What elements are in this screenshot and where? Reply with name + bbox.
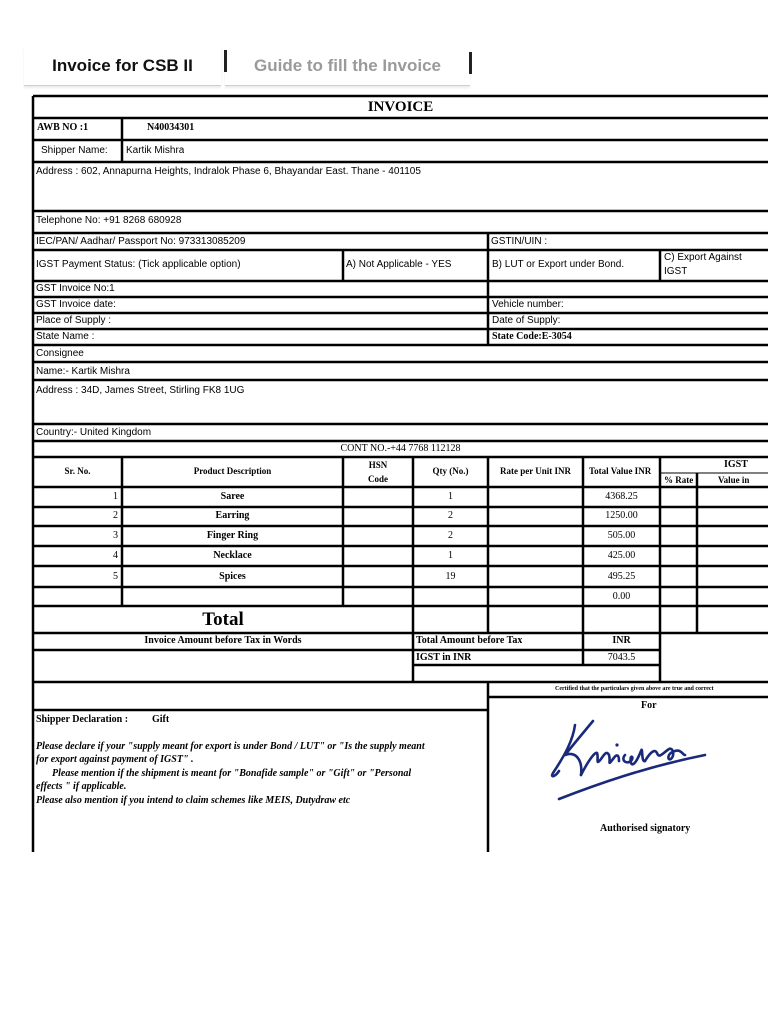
col-qty-header: Qty (No.) [432,466,469,476]
declaration-note: effects " if applicable. [36,781,127,792]
currency: INR [612,635,631,646]
col-hsn-header: HSN [368,460,388,470]
place-of-supply: Place of Supply : [36,315,112,326]
for-label: For [641,700,657,711]
consignee-address: Address : 34D, James Street, Stirling FK8 1UG [36,385,245,396]
option-a: A) Not Applicable - YES [346,259,452,270]
awb-value: N40034301 [147,122,195,133]
col-igst-header: IGST [724,459,748,470]
igst-status: IGST Payment Status: (Tick applicable option) [36,259,241,270]
col-igst-value-header: Value in [718,475,750,485]
telephone: Telephone No: +91 8268 680928 [36,215,182,226]
gst-invoice-date: GST Invoice date: [36,299,116,310]
invoice-title: INVOICE [367,99,434,115]
col-desc-header: Product Description [193,466,272,476]
row-qty: 1 [448,491,453,502]
declaration-note: Please also mention if you intend to claim schemes like MEIS, Dutydraw etc [36,795,351,806]
authorised-signatory: Authorised signatory [600,823,691,834]
option-c-line2: IGST [664,266,688,277]
row-sr: 5 [113,571,118,582]
row-qty: 2 [448,510,453,521]
row-total: 495.25 [607,571,636,582]
declaration-note: Please mention if the shipment is meant for "Bonafide sample" or "Gift" or "Personal [52,768,412,779]
vehicle-number: Vehicle number: [492,299,564,310]
option-c-line1: C) Export Against [664,252,742,263]
total-label: Total [202,609,244,630]
row-desc: Saree [220,491,245,502]
row-total: 1250.00 [605,510,638,521]
contact-number: CONT NO.-+44 7768 112128 [340,443,461,454]
shipper-declaration-value: Gift [152,714,170,725]
tab-guide[interactable]: Guide to fill the Invoice [225,47,470,86]
declaration-note: Please declare if your "supply meant for export is under Bond / LUT" or "Is the supply meant [36,741,425,752]
row-total: 425.00 [607,550,636,561]
certification-text: Certified that the particulars given above are true and correct [555,686,714,692]
declaration-note: for export against payment of IGST" . [36,754,194,765]
consignee-label: Consignee [36,348,84,359]
col-hsn-header-line2: Code [368,474,388,484]
tab-invoice[interactable]: Invoice for CSB II [24,47,221,86]
row-qty: 19 [445,571,456,582]
row-desc: Spices [219,571,246,582]
gstin: GSTIN/UIN : [491,236,548,247]
shipper-label: Shipper Name: [41,145,108,156]
consignee-name: Name:- Kartik Mishra [36,366,130,377]
row-sr: 2 [113,510,118,521]
row-desc: Finger Ring [206,530,259,541]
col-igst-rate-header: % Rate [664,475,694,485]
signature-image [545,715,715,805]
row-total: 4368.25 [605,491,638,502]
state-code: State Code:E-3054 [492,331,572,342]
before-tax-label: Total Amount before Tax [416,635,523,646]
row-qty: 2 [448,530,453,541]
amount-words-label: Invoice Amount before Tax in Words [144,635,302,646]
row-qty: 1 [448,550,453,561]
iec-number: IEC/PAN/ Aadhar/ Passport No: 973313085209 [36,236,246,247]
col-sr-header: Sr. No. [64,466,91,476]
row-sr: 1 [113,491,118,502]
igst-value: 7043.5 [607,652,636,663]
shipper-address: Address : 602, Annapurna Heights, Indralok Phase 6, Bhayandar East. Thane - 401105 [36,166,421,177]
option-b: B) LUT or Export under Bond. [492,259,625,270]
gst-invoice-no: GST Invoice No:1 [36,283,115,294]
consignee-country: Country:- United Kingdom [36,427,152,438]
awb-label: AWB NO :1 [37,122,89,133]
igst-label: IGST in INR [416,652,472,663]
row-desc: Earring [215,510,250,521]
col-total-header: Total Value INR [589,466,652,476]
col-rate-header: Rate per Unit INR [499,466,572,476]
row-sr: 4 [113,550,118,561]
row-total: 505.00 [607,530,636,541]
state-name: State Name : [36,331,95,342]
row-sr: 3 [113,530,118,541]
shipper-value: Kartik Mishra [126,145,185,156]
shipper-declaration-label: Shipper Declaration : [36,714,129,725]
row-desc: Necklace [213,550,252,561]
row-total: 0.00 [612,591,631,602]
date-of-supply: Date of Supply: [492,315,561,326]
